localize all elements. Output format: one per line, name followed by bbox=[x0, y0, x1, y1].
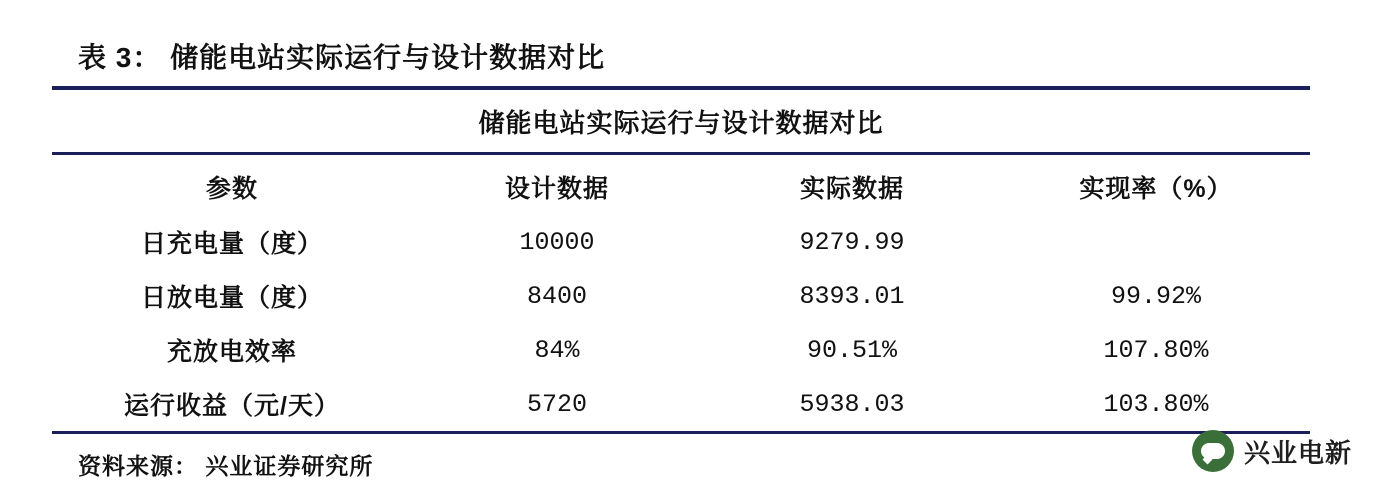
column-header-design: 设计数据 bbox=[504, 175, 609, 203]
table-row bbox=[52, 269, 1310, 323]
table-header-row bbox=[52, 155, 1310, 215]
cell-actual: 8393.01 bbox=[799, 281, 905, 311]
table-row bbox=[52, 377, 1310, 431]
table-caption: 表 3： 储能电站实际运行与设计数据对比 bbox=[78, 42, 606, 73]
cell-design: 10000 bbox=[519, 227, 595, 257]
watermark-label: 兴业电新 bbox=[1243, 437, 1352, 468]
table-row bbox=[52, 215, 1310, 269]
cell-rate bbox=[1002, 215, 1310, 269]
table-row bbox=[52, 323, 1310, 377]
cell-parameter: 运行收益（元/天） bbox=[124, 392, 340, 420]
cell-design: 8400 bbox=[526, 281, 587, 311]
cell-rate: 99.92% bbox=[1110, 281, 1201, 311]
cell-parameter: 日充电量（度） bbox=[140, 230, 323, 258]
cell-rate: 103.80% bbox=[1103, 389, 1209, 419]
cell-rate: 107.80% bbox=[1103, 335, 1209, 365]
table-title: 储能电站实际运行与设计数据对比 bbox=[478, 108, 884, 138]
watermark bbox=[1192, 430, 1352, 472]
cell-parameter: 日放电量（度） bbox=[140, 284, 323, 312]
cell-actual: 5938.03 bbox=[799, 389, 905, 419]
source-note: 资料来源： 兴业证券研究所 bbox=[78, 453, 374, 479]
wechat-badge-icon bbox=[1192, 430, 1234, 472]
column-header-parameter: 参数 bbox=[205, 175, 258, 203]
comparison-table bbox=[52, 155, 1310, 431]
cell-parameter: 充放电效率 bbox=[166, 338, 297, 366]
cell-design: 84% bbox=[534, 335, 580, 365]
cell-design: 5720 bbox=[526, 389, 587, 419]
column-header-achievement-rate: 实现率（%） bbox=[1079, 175, 1233, 203]
cell-actual: 9279.99 bbox=[799, 227, 905, 257]
column-header-actual: 实际数据 bbox=[799, 175, 904, 203]
cell-actual: 90.51% bbox=[806, 335, 897, 365]
